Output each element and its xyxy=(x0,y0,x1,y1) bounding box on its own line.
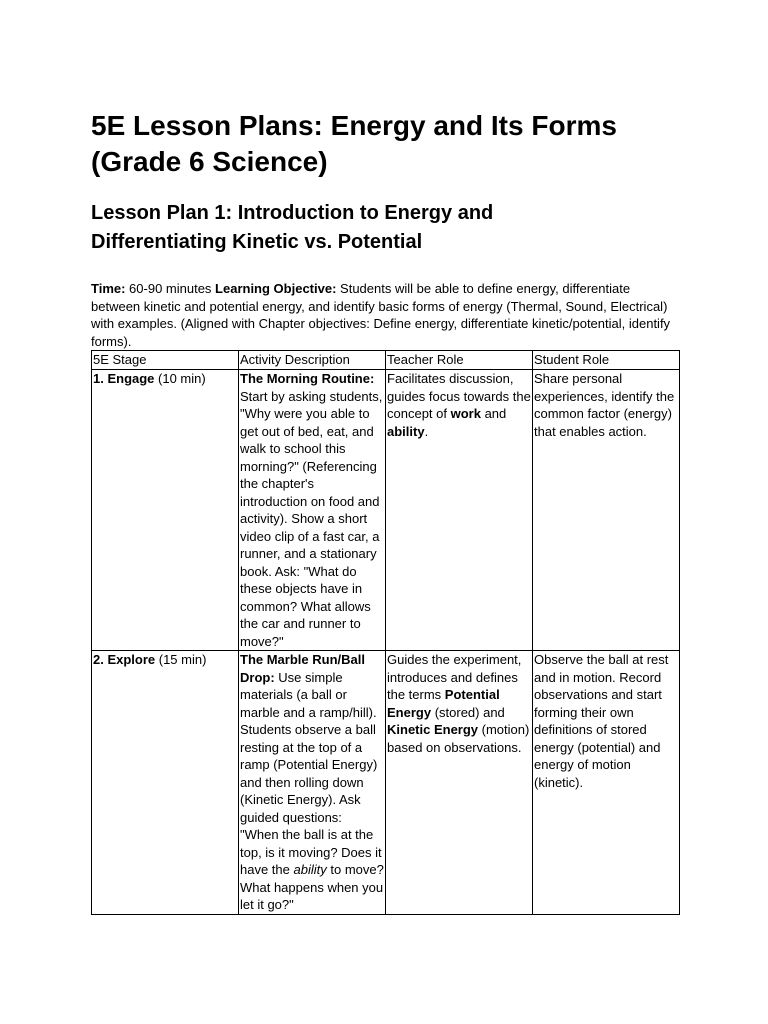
teacher-text: (motion) based on observations. xyxy=(387,722,530,755)
time-label: Time: xyxy=(91,281,126,296)
activity-title: The Marble Run/Ball Drop: xyxy=(240,652,365,685)
activity-cell xyxy=(239,651,386,915)
lesson-meta xyxy=(91,280,679,350)
teacher-term: work xyxy=(450,406,481,421)
activity-text: to move? What happens when you let it go?" xyxy=(240,862,384,912)
activity-emphasis: ability xyxy=(293,862,327,877)
time-value: 60-90 minutes xyxy=(125,281,216,296)
teacher-text: Guides the experiment, introduces and defines the terms xyxy=(387,652,522,702)
teacher-text: . xyxy=(424,423,429,439)
header-activity: Activity Description xyxy=(239,351,386,370)
table-row xyxy=(92,651,680,915)
teacher-text: Facilitates discussion, guides focus towards the concept of xyxy=(387,371,531,421)
lesson-table xyxy=(91,350,680,915)
activity-title: The Morning Routine: xyxy=(240,371,375,386)
teacher-cell xyxy=(386,651,533,915)
stage-cell xyxy=(92,370,239,651)
stage-name: 2. Explore xyxy=(93,652,156,667)
student-cell: Observe the ball at rest and in motion. Record observations and start forming their own definitions of stored energy (potential) and energy of motion (kinetic). xyxy=(533,651,680,915)
lesson-heading xyxy=(91,199,679,257)
teacher-text: (stored) and xyxy=(431,704,505,720)
stage-duration: (10 min) xyxy=(154,371,206,386)
header-student: Student Role xyxy=(533,351,680,370)
table-row xyxy=(92,370,680,651)
document-page xyxy=(91,108,679,915)
stage-cell xyxy=(92,651,239,915)
activity-cell xyxy=(239,370,386,651)
activity-text: Start by asking students, "Why were you able to get out of bed, eat, and walk to school this morning?" (Referencing the chapter's introduction on food and activity). Show a short video clip of a fast car, a runner, and a stationary book. Ask: "What do these objects have in common? What allows the car and runner to move?" xyxy=(240,388,383,649)
student-cell: Share personal experiences, identify the common factor (energy) that enables action. xyxy=(533,370,680,651)
teacher-cell xyxy=(386,370,533,651)
activity-text: Use simple materials (a ball or marble and a ramp/hill). Students observe a ball resting at the top of a ramp (Potential Energy) and then rolling down (Kinetic Energy). Ask guided questions: "When the ball is at the top, is it moving? Does it have the xyxy=(240,669,382,877)
header-stage: 5E Stage xyxy=(92,351,239,370)
stage-name: 1. Engage xyxy=(93,371,155,386)
document-title xyxy=(91,108,679,180)
objective-text: Students will be able to define energy, differentiate between kinetic and potential energy, and identify basic forms of energy (Thermal, Sound, Electrical) with examples. (Aligned with Chapter objectives: Define energy, differentiate kinetic/potential, identify forms). xyxy=(91,281,671,349)
teacher-term: Potential Energy xyxy=(387,687,500,720)
teacher-term: ability xyxy=(387,423,425,439)
teacher-term: Kinetic Energy xyxy=(387,722,479,737)
header-teacher: Teacher Role xyxy=(386,351,533,370)
teacher-text: and xyxy=(480,406,507,421)
lesson-heading-line-2: Differentiating Kinetic vs. Potential xyxy=(91,231,423,253)
title-line-2: (Grade 6 Science) xyxy=(91,146,328,177)
lesson-heading-line-1: Lesson Plan 1: Introduction to Energy and xyxy=(91,202,494,224)
stage-duration: (15 min) xyxy=(155,652,207,667)
objective-label: Learning Objective: xyxy=(215,281,337,296)
table-header-row xyxy=(92,351,680,370)
title-line-1: 5E Lesson Plans: Energy and Its Forms xyxy=(91,110,617,141)
